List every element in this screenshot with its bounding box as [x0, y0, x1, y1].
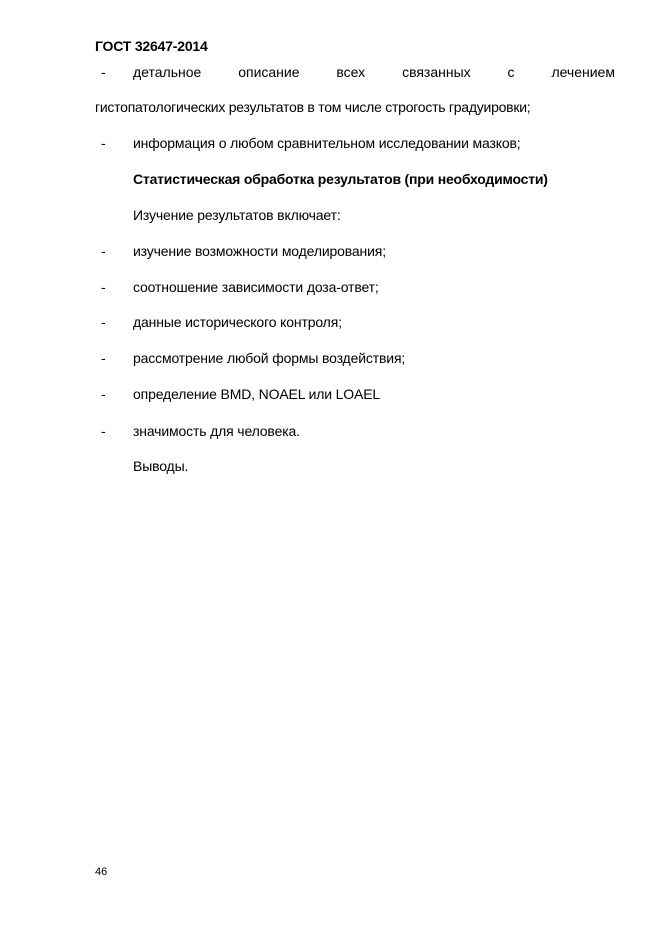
list-dash: - [101, 64, 106, 80]
list-dash: - [101, 386, 106, 402]
list-dash: - [101, 243, 106, 259]
word: детальное [133, 64, 202, 80]
list-item-text: изучение возможности моделирования; [133, 243, 386, 259]
list-item-text: данные исторического контроля; [133, 314, 342, 330]
word: всех [336, 64, 366, 80]
list-item-text: соотношение зависимости доза-ответ; [133, 279, 379, 295]
document-header: ГОСТ 32647-2014 [95, 38, 208, 54]
paragraph-continuation: гистопатологических результатов в том числе строгость градуировки; [95, 99, 531, 115]
list-dash: - [101, 314, 106, 330]
list-dash: - [101, 135, 106, 151]
list-dash: - [101, 279, 106, 295]
conclusion-paragraph: Выводы. [133, 458, 189, 474]
word: описание [238, 64, 300, 80]
list-item-text: информация о любом сравнительном исследовании мазков; [133, 135, 521, 151]
list-item-text: значимость для человека. [133, 423, 300, 439]
list-item-text: определение BMD, NOAEL или LOAEL [133, 386, 381, 402]
page-number: 46 [95, 866, 108, 878]
list-dash: - [101, 423, 106, 439]
word: связанных [402, 64, 471, 80]
word: с [507, 64, 515, 80]
list-dash: - [101, 350, 106, 366]
section-heading: Статистическая обработка результатов (при необходимости) [133, 171, 548, 187]
word: лечением [551, 64, 615, 80]
justified-line [133, 64, 615, 80]
intro-paragraph: Изучение результатов включает: [133, 207, 341, 223]
list-item-text: рассмотрение любой формы воздействия; [133, 350, 406, 366]
